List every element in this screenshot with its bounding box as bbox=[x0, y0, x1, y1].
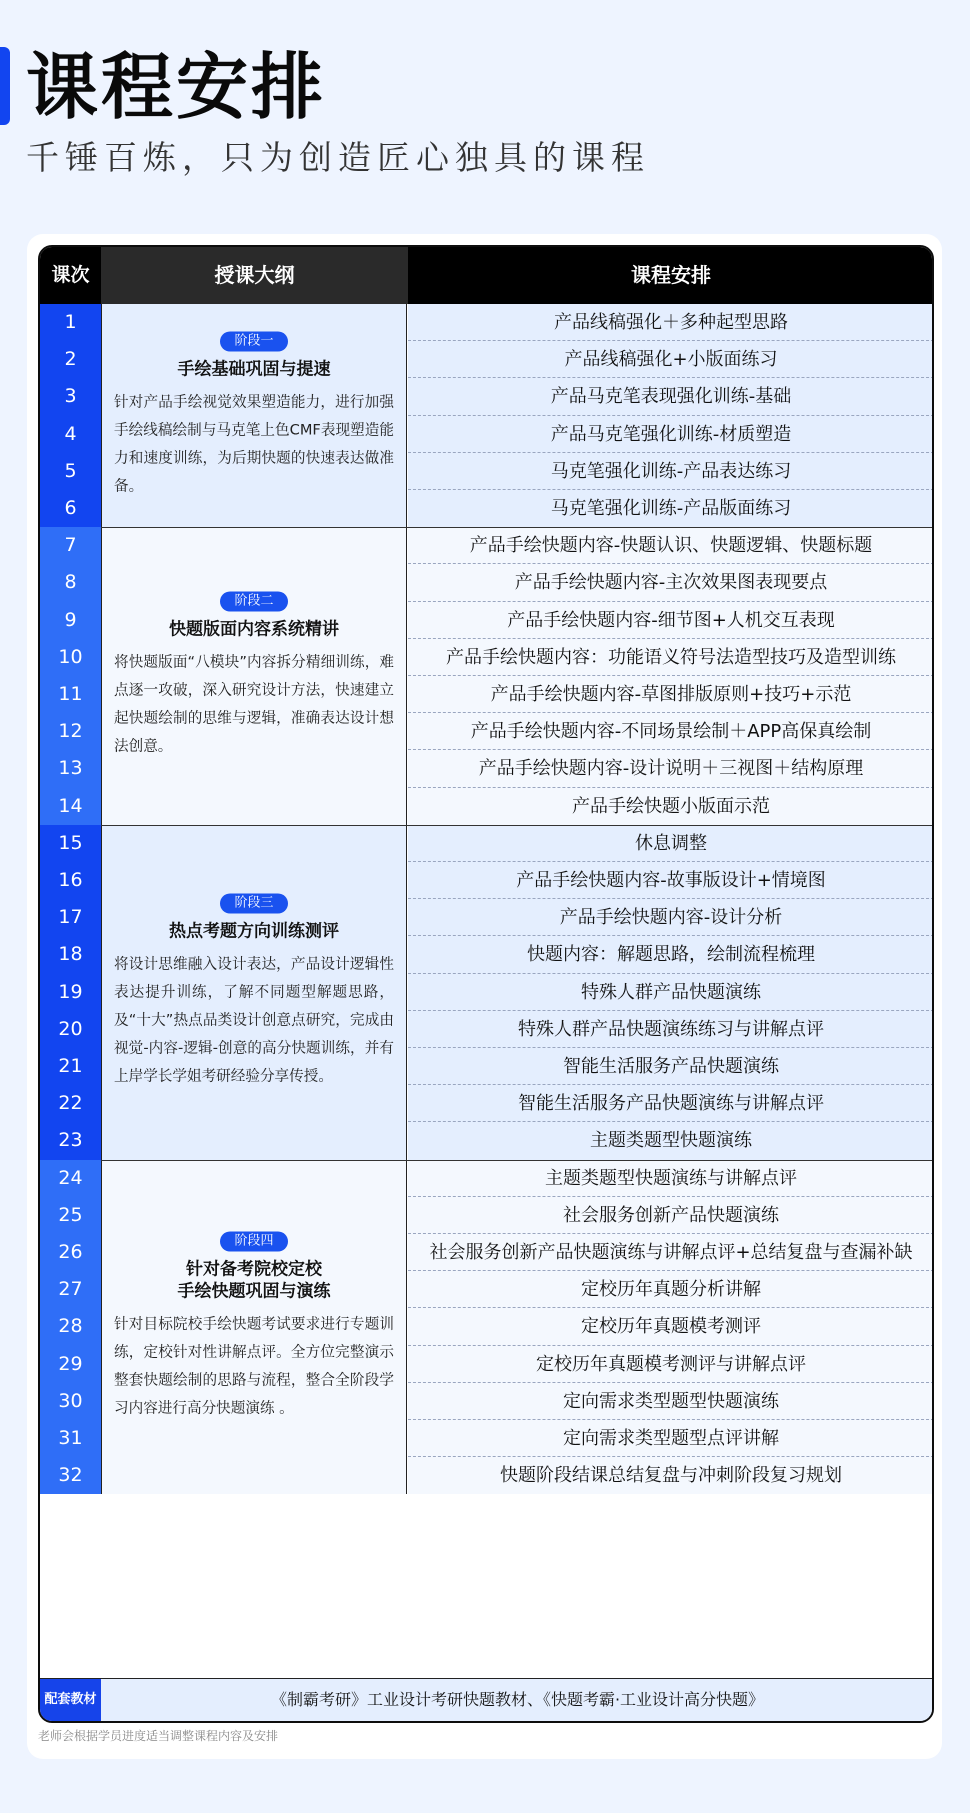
lesson-number: 32 bbox=[40, 1457, 101, 1494]
lesson-number: 9 bbox=[40, 602, 101, 639]
stage-outline-content bbox=[102, 331, 406, 500]
lesson-number: 2 bbox=[40, 341, 101, 378]
lesson-cell: 休息调整 bbox=[408, 825, 934, 862]
page-title: 课程安排 bbox=[26, 45, 327, 129]
lesson-cell: 产品手绘快题内容-主次效果图表现要点 bbox=[408, 564, 934, 601]
lesson-cell: 产品手绘快题内容-不同场景绘制＋APP高保真绘制 bbox=[408, 713, 934, 750]
lesson-cell: 产品手绘快题内容-草图排版原则+技巧+示范 bbox=[408, 676, 934, 713]
stage-4-outline bbox=[101, 1160, 407, 1495]
stage-badge: 阶段四 bbox=[220, 1231, 288, 1251]
lesson-number: 21 bbox=[40, 1048, 101, 1085]
schedule-table bbox=[38, 245, 934, 1723]
lesson-cell: 主题类题型快题演练 bbox=[408, 1122, 934, 1159]
lesson-cell: 定向需求类型题型快题演练 bbox=[408, 1383, 934, 1420]
stage-outline-content bbox=[102, 1231, 406, 1422]
lesson-number: 14 bbox=[40, 788, 101, 825]
stage-outline-content bbox=[102, 894, 406, 1091]
lesson-number: 11 bbox=[40, 676, 101, 713]
lesson-number: 25 bbox=[40, 1197, 101, 1234]
lesson-cell: 产品线稿强化＋多种起型思路 bbox=[408, 304, 934, 341]
lesson-number: 29 bbox=[40, 1346, 101, 1383]
lesson-number: 15 bbox=[40, 825, 101, 862]
stage-separator bbox=[101, 527, 934, 528]
lesson-cell: 产品手绘快题内容-故事版设计+情境图 bbox=[408, 862, 934, 899]
lesson-cell: 快题阶段结课总结复盘与冲刺阶段复习规划 bbox=[408, 1457, 934, 1494]
title-accent-bar bbox=[0, 47, 10, 125]
stage-3-outline bbox=[101, 825, 407, 1160]
lesson-number: 24 bbox=[40, 1160, 101, 1197]
lesson-cell: 特殊人群产品快题演练 bbox=[408, 974, 934, 1011]
lesson-cell: 快题内容：解题思路，绘制流程梳理 bbox=[408, 936, 934, 973]
lesson-number: 28 bbox=[40, 1308, 101, 1345]
lesson-cell: 马克笔强化训练-产品表达练习 bbox=[408, 453, 934, 490]
stage-badge: 阶段一 bbox=[220, 331, 288, 351]
lesson-cell: 社会服务创新产品快题演练 bbox=[408, 1197, 934, 1234]
lesson-cell: 产品手绘快题内容-设计分析 bbox=[408, 899, 934, 936]
lesson-cell: 智能生活服务产品快题演练与讲解点评 bbox=[408, 1085, 934, 1122]
lesson-cell: 定校历年真题模考测评 bbox=[408, 1308, 934, 1345]
stage-1-outline bbox=[101, 304, 407, 527]
lesson-number: 16 bbox=[40, 862, 101, 899]
stage-description: 将设计思维融入设计表达，产品设计逻辑性表达提升训练，了解不同题型解题思路，及“十大”热点品类设计创意点研究，完成由视觉-内容-逻辑-创意的高分快题训练，并有上岸学长学姐考研经验分享传授。 bbox=[114, 955, 394, 1085]
materials-row bbox=[40, 1678, 934, 1721]
lesson-number: 5 bbox=[40, 453, 101, 490]
lesson-number: 19 bbox=[40, 974, 101, 1011]
lesson-cell: 产品手绘快题内容-快题认识、快题逻辑、快题标题 bbox=[408, 527, 934, 564]
stage-2-outline bbox=[101, 527, 407, 825]
stage-title: 针对备考院校定校 手绘快题巩固与演练 bbox=[177, 1259, 331, 1302]
lesson-number: 6 bbox=[40, 490, 101, 527]
lesson-cell: 产品马克笔强化训练-材质塑造 bbox=[408, 416, 934, 453]
lesson-number: 30 bbox=[40, 1383, 101, 1420]
stage-badge: 阶段三 bbox=[220, 894, 288, 914]
lesson-number: 22 bbox=[40, 1085, 101, 1122]
lesson-cell: 产品手绘快题内容-设计说明＋三视图＋结构原理 bbox=[408, 750, 934, 787]
stage-description: 将快题版面“八模块”内容拆分精细训练，难点逐一攻破，深入研究设计方法，快速建立起快题绘制的思维与逻辑，准确表达设计想法创意。 bbox=[114, 653, 394, 755]
lesson-number: 4 bbox=[40, 416, 101, 453]
lesson-number: 18 bbox=[40, 936, 101, 973]
stage-title: 手绘基础巩固与提速 bbox=[177, 359, 331, 380]
lesson-cell: 产品手绘快题内容：功能语义符号法造型技巧及造型训练 bbox=[408, 639, 934, 676]
lesson-number: 31 bbox=[40, 1420, 101, 1457]
lesson-number: 13 bbox=[40, 750, 101, 787]
footnote: 老师会根据学员进度适当调整课程内容及安排 bbox=[38, 1729, 279, 1743]
stage-badge: 阶段二 bbox=[220, 591, 288, 611]
lesson-number: 1 bbox=[40, 304, 101, 341]
lesson-number: 7 bbox=[40, 527, 101, 564]
lesson-cell: 产品手绘快题内容-细节图+人机交互表现 bbox=[408, 602, 934, 639]
stage-separator bbox=[101, 1160, 934, 1161]
lesson-cell: 定向需求类型题型点评讲解 bbox=[408, 1420, 934, 1457]
header-lesson-number: 课次 bbox=[40, 247, 101, 304]
lesson-cell: 定校历年真题模考测评与讲解点评 bbox=[408, 1346, 934, 1383]
lesson-cell: 产品马克笔表现强化训练-基础 bbox=[408, 378, 934, 415]
stage-separator bbox=[101, 825, 934, 826]
lesson-number: 10 bbox=[40, 639, 101, 676]
lesson-cell: 产品手绘快题小版面示范 bbox=[408, 788, 934, 825]
lesson-number: 20 bbox=[40, 1011, 101, 1048]
lesson-number: 12 bbox=[40, 713, 101, 750]
lesson-cell: 定校历年真题分析讲解 bbox=[408, 1271, 934, 1308]
header-outline: 授课大纲 bbox=[101, 247, 408, 304]
page-subtitle: 千锤百炼，只为创造匠心独具的课程 bbox=[26, 138, 650, 177]
lesson-number: 26 bbox=[40, 1234, 101, 1271]
lesson-cell: 社会服务创新产品快题演练与讲解点评+总结复盘与查漏补缺 bbox=[408, 1234, 934, 1271]
lesson-cell: 产品线稿强化+小版面练习 bbox=[408, 341, 934, 378]
lesson-number: 27 bbox=[40, 1271, 101, 1308]
stage-description: 针对目标院校手绘快题考试要求进行专题训练，定校针对性讲解点评。全方位完整演示整套快题绘制的思路与流程，整合全阶段学习内容进行高分快题演练 。 bbox=[114, 1315, 394, 1417]
lesson-cell: 智能生活服务产品快题演练 bbox=[408, 1048, 934, 1085]
stage-description: 针对产品手绘视觉效果塑造能力，进行加强手绘线稿绘制与马克笔上色CMF表现塑造能力和速度训练，为后期快题的快速表达做准备。 bbox=[114, 393, 394, 495]
stage-title: 热点考题方向训练测评 bbox=[169, 921, 339, 942]
stage-title: 快题版面内容系统精讲 bbox=[169, 619, 339, 640]
lesson-number: 8 bbox=[40, 564, 101, 601]
stage-outline-content bbox=[102, 591, 406, 760]
lesson-number: 3 bbox=[40, 378, 101, 415]
lesson-number: 17 bbox=[40, 899, 101, 936]
lesson-cell: 主题类题型快题演练与讲解点评 bbox=[408, 1160, 934, 1197]
materials-text: 《制霸考研》工业设计考研快题教材、《快题考霸·工业设计高分快题》 bbox=[101, 1679, 934, 1721]
lesson-number: 23 bbox=[40, 1122, 101, 1159]
lesson-cell: 马克笔强化训练-产品版面练习 bbox=[408, 490, 934, 527]
lesson-cell: 特殊人群产品快题演练练习与讲解点评 bbox=[408, 1011, 934, 1048]
header-schedule: 课程安排 bbox=[408, 247, 934, 304]
materials-label: 配套教材 bbox=[40, 1679, 101, 1721]
